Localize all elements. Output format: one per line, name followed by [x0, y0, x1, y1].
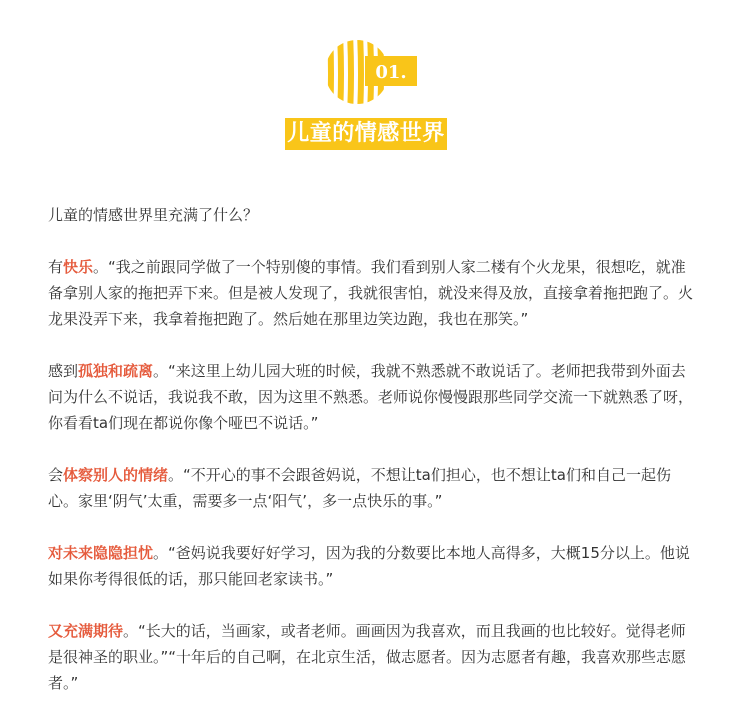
paragraph-happiness [48, 254, 698, 332]
paragraph-text: 。“不开心的事不会跟爸妈说，不想让ta们担心，也不想让ta们和自己一起伤心。家里‘阴气’太重，需要多一点‘阳气’，多一点快乐的事。” [48, 466, 671, 510]
section-number: 01. [375, 62, 407, 83]
paragraph-text: 。“长大的话，当画家，或者老师。画画因为我喜欢，而且我画的也比较好。觉得老师是很神圣的职业。”“十年后的自己啊，在北京生活，做志愿者。因为志愿者有趣，我喜欢那些志愿者。” [48, 622, 687, 692]
paragraph-text: 。“来这里上幼儿园大班的时候，我就不熟悉就不敢说话了。老师把我带到外面去问为什么不说话，我说我不敢，因为这里不熟悉。老师说你慢慢跟那些同学交流一下就熟悉了呀，你看看ta们现在都说你像个哑巴不说话。” [48, 362, 694, 432]
paragraph-prefix: 感到 [48, 362, 79, 380]
section-title: 儿童的情感世界 [285, 118, 447, 150]
highlight-phrase: 对未来隐隐担忧 [48, 544, 154, 562]
paragraph-loneliness [48, 358, 698, 436]
highlight-phrase: 孤独和疏离 [78, 362, 154, 380]
striped-circle-icon [325, 34, 445, 118]
paragraph-prefix: 会 [48, 466, 64, 484]
paragraph-prefix: 有 [48, 258, 64, 276]
paragraph-text: 。“我之前跟同学做了一个特别傻的事情。我们看到别人家二楼有个火龙果，很想吃，就准备拿别人家的拖把弄下来。但是被人发现了，我就很害怕，就没来得及放，直接拿着拖把跑了。火龙果没弄下来，我拿着拖把跑了。然后她在那里边笑边跑，我也在那笑。” [48, 258, 694, 328]
paragraph-worry [48, 540, 698, 592]
paragraph-text: 。“爸妈说我要好好学习，因为我的分数要比本地人高得多，大概15分以上。他说如果你考得很低的话，那只能回老家读书。” [48, 544, 690, 588]
highlight-phrase: 快乐 [63, 258, 94, 276]
article-body [48, 202, 698, 722]
section-number-badge [325, 34, 445, 118]
highlight-phrase: 体察别人的情绪 [63, 466, 169, 484]
paragraph-empathy [48, 462, 698, 514]
intro-question: 儿童的情感世界里充满了什么？ [48, 206, 259, 224]
paragraph-expectation [48, 618, 698, 696]
highlight-phrase: 又充满期待 [48, 622, 124, 640]
